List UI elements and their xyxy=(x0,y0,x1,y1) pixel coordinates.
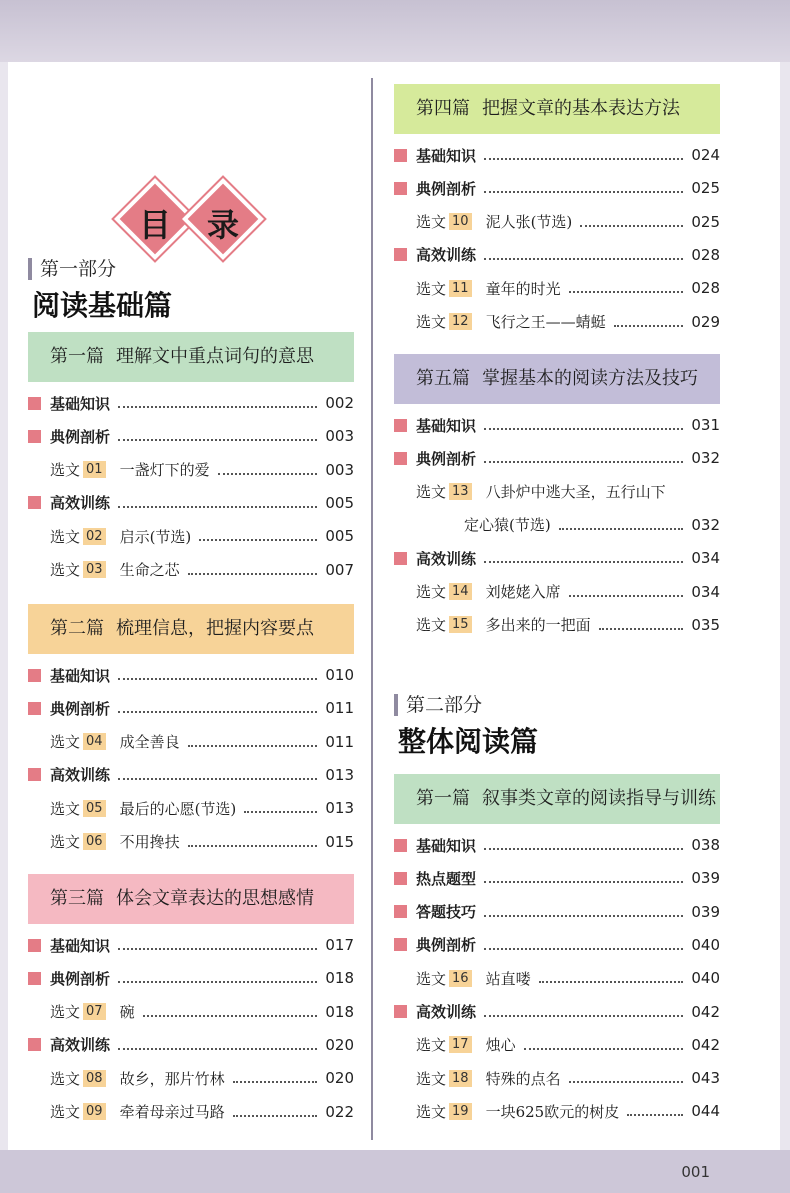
page-ref: 020 xyxy=(325,1069,354,1088)
toc-page xyxy=(8,62,780,1150)
article-title: 不用搀扶 xyxy=(119,833,180,851)
leader-dots xyxy=(580,225,683,227)
article-title: 童年的时光 xyxy=(485,279,561,298)
page-ref: 024 xyxy=(691,146,720,164)
page-ref: 007 xyxy=(325,560,354,579)
toc-article-row[interactable] xyxy=(28,1063,354,1093)
article-number: 17 xyxy=(449,1036,472,1053)
title-char: 目 xyxy=(138,206,171,244)
toc-section-row[interactable] xyxy=(28,488,354,518)
section-marker xyxy=(394,452,407,465)
leader-dots xyxy=(244,811,317,813)
page-number: 001 xyxy=(681,1163,710,1181)
page-ref: 017 xyxy=(325,936,354,954)
toc-article-row[interactable] xyxy=(394,307,720,337)
leader-dots xyxy=(118,678,317,680)
article-prefix: 选文 xyxy=(416,1069,447,1088)
leader-dots xyxy=(484,428,683,430)
article-title: 烛心 xyxy=(485,1036,516,1055)
toc-article-row[interactable] xyxy=(394,1030,720,1060)
toc-section-row[interactable] xyxy=(394,897,720,927)
toc-article-row[interactable] xyxy=(28,997,354,1027)
article-number: 09 xyxy=(83,1103,106,1120)
section-label: 高效训练 xyxy=(50,1036,111,1055)
part-marker xyxy=(28,258,32,280)
article-prefix: 选文 xyxy=(416,969,447,988)
chapter-number: 第四篇 xyxy=(416,98,470,119)
article-title: 八卦炉中逃大圣，五行山下 xyxy=(485,483,666,502)
toc-article-row[interactable] xyxy=(394,273,720,303)
article-number: 18 xyxy=(449,1070,472,1087)
chapter-heading[interactable] xyxy=(394,354,720,404)
part-label: 第二部分 xyxy=(406,694,483,716)
article-prefix: 选文 xyxy=(50,833,81,851)
leader-dots xyxy=(484,258,683,260)
section-label: 典例剖析 xyxy=(416,936,477,955)
section-marker xyxy=(394,149,407,162)
toc-section-row[interactable] xyxy=(28,930,354,960)
page-ref: 011 xyxy=(325,699,354,718)
section-marker xyxy=(394,182,407,195)
page-ref: 022 xyxy=(325,1102,354,1121)
leader-dots xyxy=(484,848,683,850)
article-title: 一块625欧元的树皮 xyxy=(485,1102,620,1121)
page-ref: 018 xyxy=(325,969,354,988)
chapter-heading[interactable] xyxy=(28,874,354,924)
article-title: 成全善良 xyxy=(119,733,180,752)
page-ref: 028 xyxy=(691,245,720,264)
chapter-title: 梳理信息，把握内容要点 xyxy=(116,618,314,639)
leader-dots xyxy=(118,439,317,441)
page-ref: 044 xyxy=(691,1102,720,1121)
article-number: 15 xyxy=(449,616,472,633)
article-prefix: 选文 xyxy=(50,461,81,480)
toc-section-row[interactable] xyxy=(28,421,354,451)
chapter-title: 理解文中重点词句的意思 xyxy=(116,346,314,367)
article-prefix: 选文 xyxy=(416,313,447,331)
article-number: 08 xyxy=(83,1070,106,1087)
section-marker xyxy=(28,768,41,781)
article-number: 16 xyxy=(449,970,472,987)
toc-section-row[interactable] xyxy=(28,1030,354,1060)
section-label: 热点题型 xyxy=(416,869,477,888)
leader-dots xyxy=(118,1048,317,1050)
toc-article-row[interactable] xyxy=(394,1096,720,1126)
section-marker xyxy=(28,669,41,682)
section-marker xyxy=(28,972,41,985)
chapter-number: 第三篇 xyxy=(50,888,104,909)
toc-title xyxy=(122,180,262,270)
article-title: 故乡，那片竹林 xyxy=(119,1069,225,1088)
article-prefix: 选文 xyxy=(50,799,81,818)
toc-article-row[interactable] xyxy=(28,827,354,857)
toc-article-row[interactable] xyxy=(394,577,720,607)
leader-dots xyxy=(569,1081,684,1083)
toc-article-row[interactable] xyxy=(394,1063,720,1093)
toc-article-row[interactable] xyxy=(394,963,720,993)
leader-dots xyxy=(199,539,317,541)
toc-article-row[interactable] xyxy=(28,793,354,823)
article-prefix: 选文 xyxy=(416,213,447,232)
leader-dots xyxy=(484,461,683,463)
section-label: 典例剖析 xyxy=(50,969,111,988)
article-title: 站直喽 xyxy=(485,969,531,988)
section-label: 典例剖析 xyxy=(416,179,477,198)
leader-dots xyxy=(118,948,317,950)
chapter-number: 第一篇 xyxy=(416,788,470,809)
leader-dots xyxy=(627,1114,683,1116)
article-prefix: 选文 xyxy=(50,733,81,752)
article-number: 04 xyxy=(83,733,106,750)
leader-dots xyxy=(569,595,684,597)
section-label: 典例剖析 xyxy=(50,427,111,446)
section-label: 基础知识 xyxy=(50,666,111,685)
part-label: 第一部分 xyxy=(40,258,117,280)
article-number: 13 xyxy=(449,483,472,500)
chapter-title: 体会文章表达的思想感情 xyxy=(116,888,314,909)
section-label: 基础知识 xyxy=(50,936,111,955)
article-prefix: 选文 xyxy=(416,483,447,502)
article-title: 特殊的点名 xyxy=(485,1069,561,1088)
leader-dots xyxy=(484,191,683,193)
toc-section-row[interactable] xyxy=(28,660,354,690)
article-title-continued: 定心猿(节选) xyxy=(464,516,551,535)
section-marker xyxy=(394,552,407,565)
toc-section-row[interactable] xyxy=(394,443,720,473)
chapter-title: 把握文章的基本表达方法 xyxy=(482,98,680,119)
article-prefix: 选文 xyxy=(416,279,447,298)
leader-dots xyxy=(484,915,683,917)
article-title: 飞行之王——蜻蜓 xyxy=(485,313,606,331)
article-number: 12 xyxy=(449,313,472,330)
leader-dots xyxy=(539,981,684,983)
toc-article-row-continued[interactable] xyxy=(394,510,720,540)
article-title: 一盏灯下的爱 xyxy=(119,461,210,480)
leader-dots xyxy=(218,473,318,475)
section-marker xyxy=(394,872,407,885)
leader-dots xyxy=(118,506,317,508)
leader-dots xyxy=(233,1115,318,1117)
section-label: 答题技巧 xyxy=(416,903,477,922)
toc-article-row[interactable] xyxy=(28,727,354,757)
article-number: 03 xyxy=(83,561,106,578)
page-ref: 028 xyxy=(691,279,720,298)
title-char: 录 xyxy=(206,206,239,244)
chapter-title: 叙事类文章的阅读指导与训练 xyxy=(482,788,716,809)
chapter-number: 第一篇 xyxy=(50,346,104,367)
page-ref: 029 xyxy=(691,312,720,331)
chapter-heading[interactable] xyxy=(394,774,720,824)
section-marker xyxy=(28,397,41,410)
toc-section-row[interactable] xyxy=(394,173,720,203)
section-marker xyxy=(28,702,41,715)
article-title: 生命之芯 xyxy=(119,561,180,579)
leader-dots xyxy=(559,528,684,530)
section-label: 基础知识 xyxy=(416,416,477,435)
article-title: 启示(节选) xyxy=(119,527,192,546)
section-marker xyxy=(28,496,41,509)
leader-dots xyxy=(484,948,683,950)
leader-dots xyxy=(143,1015,318,1017)
section-label: 高效训练 xyxy=(50,494,111,513)
chapter-number: 第五篇 xyxy=(416,368,470,389)
chapter-heading[interactable] xyxy=(28,604,354,654)
page-ref: 005 xyxy=(325,527,354,546)
toc-section-row[interactable] xyxy=(394,863,720,893)
page-ref: 043 xyxy=(691,1069,720,1088)
page-ref: 032 xyxy=(691,515,720,534)
article-prefix: 选文 xyxy=(50,1003,81,1022)
chapter-title: 掌握基本的阅读方法及技巧 xyxy=(482,368,698,389)
section-label: 基础知识 xyxy=(50,394,111,413)
article-number: 02 xyxy=(83,528,106,545)
article-prefix: 选文 xyxy=(416,583,447,601)
article-prefix: 选文 xyxy=(416,616,447,635)
article-prefix: 选文 xyxy=(50,1069,81,1088)
section-label: 基础知识 xyxy=(416,146,477,165)
page-ref: 034 xyxy=(691,549,720,568)
toc-section-row[interactable] xyxy=(394,930,720,960)
leader-dots xyxy=(614,325,684,327)
leader-dots xyxy=(484,561,683,563)
section-marker xyxy=(394,419,407,432)
leader-dots xyxy=(118,711,317,713)
article-title: 牵着母亲过马路 xyxy=(119,1103,225,1121)
toc-article-row[interactable] xyxy=(28,1097,354,1127)
page-ref: 035 xyxy=(691,615,720,634)
article-number: 07 xyxy=(83,1003,106,1020)
page-ref: 005 xyxy=(325,493,354,512)
article-prefix: 选文 xyxy=(416,1102,447,1121)
page-ref: 032 xyxy=(691,449,720,468)
page-ref: 015 xyxy=(325,832,354,851)
section-marker xyxy=(394,938,407,951)
page-ref: 034 xyxy=(691,582,720,601)
leader-dots xyxy=(484,158,683,160)
article-prefix: 选文 xyxy=(50,527,81,546)
page-ref: 010 xyxy=(325,666,354,684)
section-label: 典例剖析 xyxy=(416,449,477,468)
leader-dots xyxy=(484,881,683,883)
toc-article-row[interactable] xyxy=(394,207,720,237)
top-band xyxy=(0,0,790,62)
page-ref: 042 xyxy=(691,1002,720,1021)
toc-section-row[interactable] xyxy=(394,410,720,440)
leader-dots xyxy=(599,628,684,630)
page-ref: 031 xyxy=(691,416,720,434)
page-ref: 013 xyxy=(325,765,354,784)
toc-section-row[interactable] xyxy=(394,140,720,170)
toc-section-row[interactable] xyxy=(394,543,720,573)
chapter-heading[interactable] xyxy=(28,332,354,382)
leader-dots xyxy=(569,291,684,293)
page-ref: 039 xyxy=(691,902,720,921)
page-ref: 018 xyxy=(325,1002,354,1021)
toc-section-row[interactable] xyxy=(394,997,720,1027)
article-number: 05 xyxy=(83,800,106,817)
page-ref: 038 xyxy=(691,836,720,854)
toc-section-row[interactable] xyxy=(28,963,354,993)
article-title: 泥人张(节选) xyxy=(485,213,573,232)
page-ref: 025 xyxy=(691,212,720,231)
page-ref: 003 xyxy=(325,460,354,479)
article-title: 多出来的一把面 xyxy=(485,616,591,635)
article-prefix: 选文 xyxy=(50,1103,81,1121)
article-title: 最后的心愿(节选) xyxy=(119,799,237,818)
section-label: 基础知识 xyxy=(416,836,477,855)
article-number: 06 xyxy=(83,833,106,850)
section-marker xyxy=(394,1005,407,1018)
article-prefix: 选文 xyxy=(416,1036,447,1055)
article-number: 10 xyxy=(449,213,472,230)
toc-article-row[interactable] xyxy=(28,555,354,585)
page-ref: 040 xyxy=(691,969,720,988)
toc-article-row[interactable] xyxy=(28,455,354,485)
toc-section-row[interactable] xyxy=(394,240,720,270)
section-label: 高效训练 xyxy=(50,766,111,785)
article-title: 碗 xyxy=(119,1003,135,1022)
chapter-heading[interactable] xyxy=(394,84,720,134)
toc-section-row[interactable] xyxy=(28,388,354,418)
page-ref: 025 xyxy=(691,179,720,198)
bottom-band xyxy=(0,1150,790,1193)
section-marker xyxy=(28,939,41,952)
part-name: 阅读基础篇 xyxy=(32,289,173,322)
section-label: 高效训练 xyxy=(416,1003,477,1021)
leader-dots xyxy=(118,778,317,780)
chapter-number: 第二篇 xyxy=(50,618,104,639)
part-name: 整体阅读篇 xyxy=(398,725,539,758)
leader-dots xyxy=(188,573,318,575)
leader-dots xyxy=(118,406,317,408)
toc-section-row[interactable] xyxy=(394,830,720,860)
article-number: 01 xyxy=(83,461,106,478)
leader-dots xyxy=(188,845,318,847)
section-marker xyxy=(394,839,407,852)
page-ref: 042 xyxy=(691,1035,720,1054)
toc-article-row[interactable] xyxy=(28,521,354,551)
section-label: 高效训练 xyxy=(416,246,477,265)
leader-dots xyxy=(484,1015,683,1017)
article-title: 刘姥姥入席 xyxy=(485,583,561,601)
section-label: 典例剖析 xyxy=(50,699,111,718)
section-marker xyxy=(28,430,41,443)
toc-section-row[interactable] xyxy=(28,693,354,723)
leader-dots xyxy=(188,745,318,747)
page-ref: 011 xyxy=(325,732,354,751)
article-number: 14 xyxy=(449,583,472,600)
page-ref: 003 xyxy=(325,427,354,446)
toc-article-row[interactable] xyxy=(394,610,720,640)
article-number: 11 xyxy=(449,280,472,297)
page-ref: 020 xyxy=(325,1035,354,1054)
section-marker xyxy=(394,248,407,261)
section-label: 高效训练 xyxy=(416,549,477,568)
page-ref: 002 xyxy=(325,394,354,412)
article-number: 19 xyxy=(449,1103,472,1120)
column-divider xyxy=(371,78,373,1140)
page-ref: 039 xyxy=(691,869,720,888)
page-ref: 040 xyxy=(691,935,720,954)
toc-section-row[interactable] xyxy=(28,760,354,790)
leader-dots xyxy=(118,981,317,983)
page-ref: 013 xyxy=(325,799,354,818)
leader-dots xyxy=(233,1081,318,1083)
section-marker xyxy=(394,905,407,918)
article-prefix: 选文 xyxy=(50,561,81,579)
section-marker xyxy=(28,1038,41,1051)
leader-dots xyxy=(524,1048,684,1050)
toc-article-row[interactable] xyxy=(394,477,720,507)
part-marker xyxy=(394,694,398,716)
